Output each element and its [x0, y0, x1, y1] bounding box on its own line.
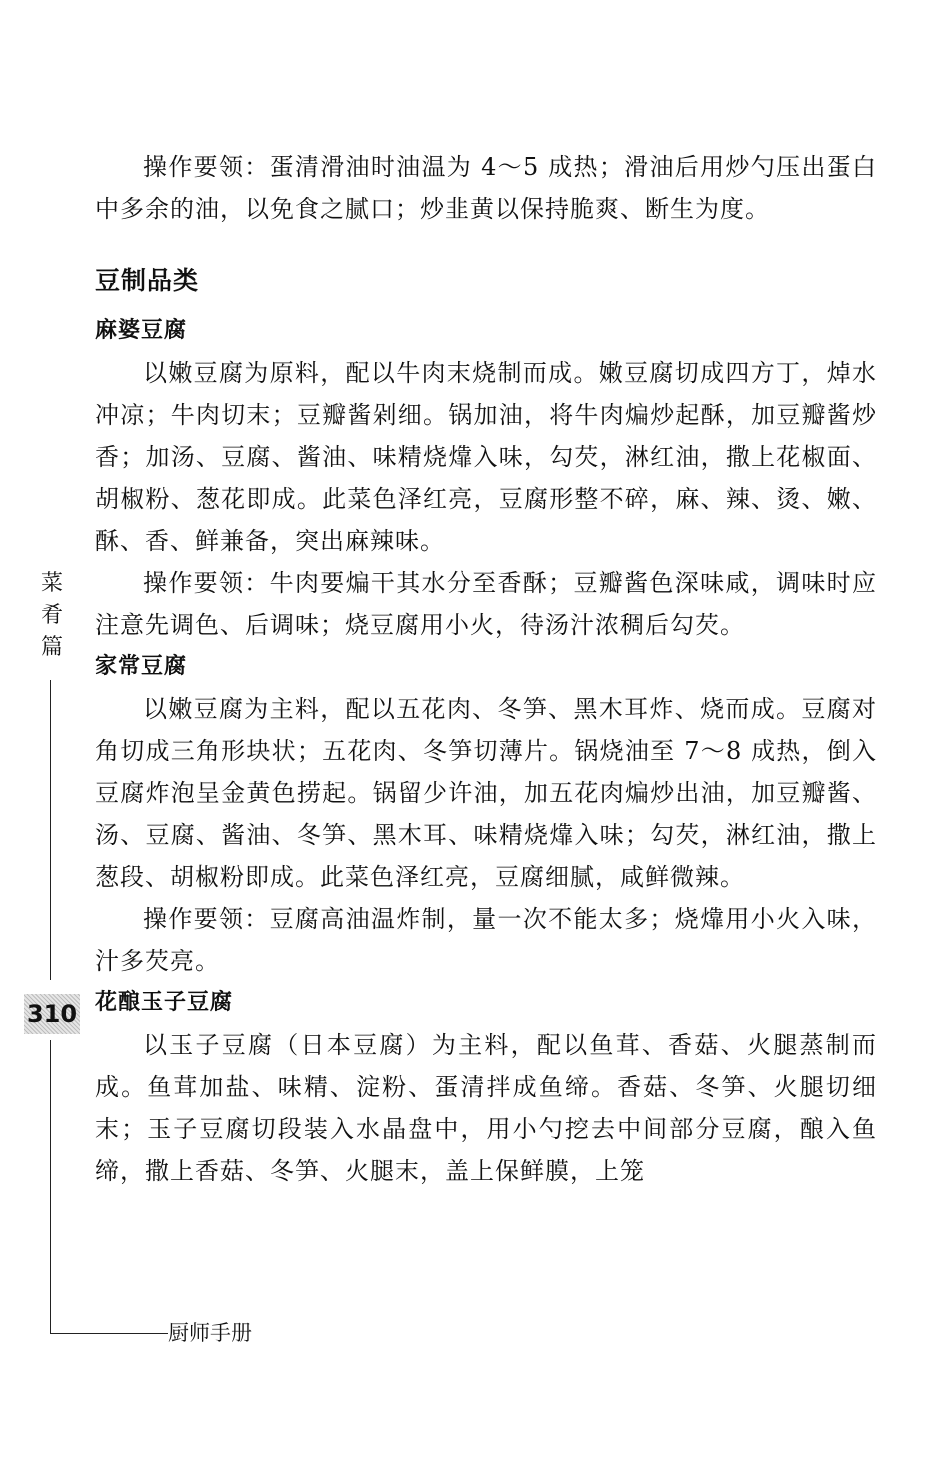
dish-title-mapo-tofu: 麻婆豆腐: [95, 318, 188, 343]
intro-paragraph: 操作要领：蛋清滑油时油温为 4～5 成热；滑油后用炒勺压出蛋白中多余的油，以免食之腻口；炒韭黄以保持脆爽、断生为度。: [95, 153, 877, 223]
side-label-char: 篇: [40, 635, 63, 660]
footer-rule: [50, 1333, 168, 1334]
dish-title-home-style-tofu: 家常豆腐: [95, 654, 188, 679]
side-label-char: 菜: [40, 571, 63, 596]
section-title: 豆制品类: [95, 266, 200, 295]
margin-rule-bottom: [50, 1040, 51, 1333]
dish-title-stuffed-egg-tofu: 花酿玉子豆腐: [95, 990, 234, 1015]
page-body: [95, 146, 877, 1192]
dish-tips: 操作要领：牛肉要煸干其水分至香酥；豆瓣酱色深味咸，调味时应注意先调色、后调味；烧豆腐用小火，待汤汁浓稠后勾芡。: [95, 569, 877, 639]
chapter-side-label: [38, 568, 66, 664]
dish-description: 以玉子豆腐（日本豆腐）为主料，配以鱼茸、香菇、火腿蒸制而成。鱼茸加盐、味精、淀粉、蛋清拌成鱼缔。香菇、冬笋、火腿切细末；玉子豆腐切段装入水晶盘中，用小勺挖去中间部分豆腐，酿入鱼缔，撒上香菇、冬笋、火腿末，盖上保鲜膜，上笼: [95, 1031, 877, 1185]
page-number: 310: [24, 994, 80, 1034]
dish-description: 以嫩豆腐为原料，配以牛肉末烧制而成。嫩豆腐切成四方丁，焯水冲凉；牛肉切末；豆瓣酱剁细。锅加油，将牛肉煸炒起酥，加豆瓣酱炒香；加汤、豆腐、酱油、味精烧㸆入味，勾芡，淋红油，撒上花椒面、胡椒粉、葱花即成。此菜色泽红亮，豆腐形整不碎，麻、辣、烫、嫩、酥、香、鲜兼备，突出麻辣味。: [95, 359, 877, 555]
dish-description: 以嫩豆腐为主料，配以五花肉、冬笋、黑木耳炸、烧而成。豆腐对角切成三角形块状；五花肉、冬笋切薄片。锅烧油至 7～8 成热，倒入豆腐炸泡呈金黄色捞起。锅留少许油，加五花肉煸炒出油，加豆瓣酱、汤、豆腐、酱油、冬笋、黑木耳、味精烧㸆入味；勾芡，淋红油，撒上葱段、胡椒粉即成。此菜色泽红亮，豆腐细腻，咸鲜微辣。: [95, 695, 877, 891]
margin-rule-top: [50, 680, 51, 980]
dish-tips: 操作要领：豆腐高油温炸制，量一次不能太多；烧㸆用小火入味，汁多芡亮。: [95, 905, 877, 975]
side-label-char: 肴: [40, 603, 63, 628]
footer-book-title: 厨师手册: [168, 1321, 252, 1345]
